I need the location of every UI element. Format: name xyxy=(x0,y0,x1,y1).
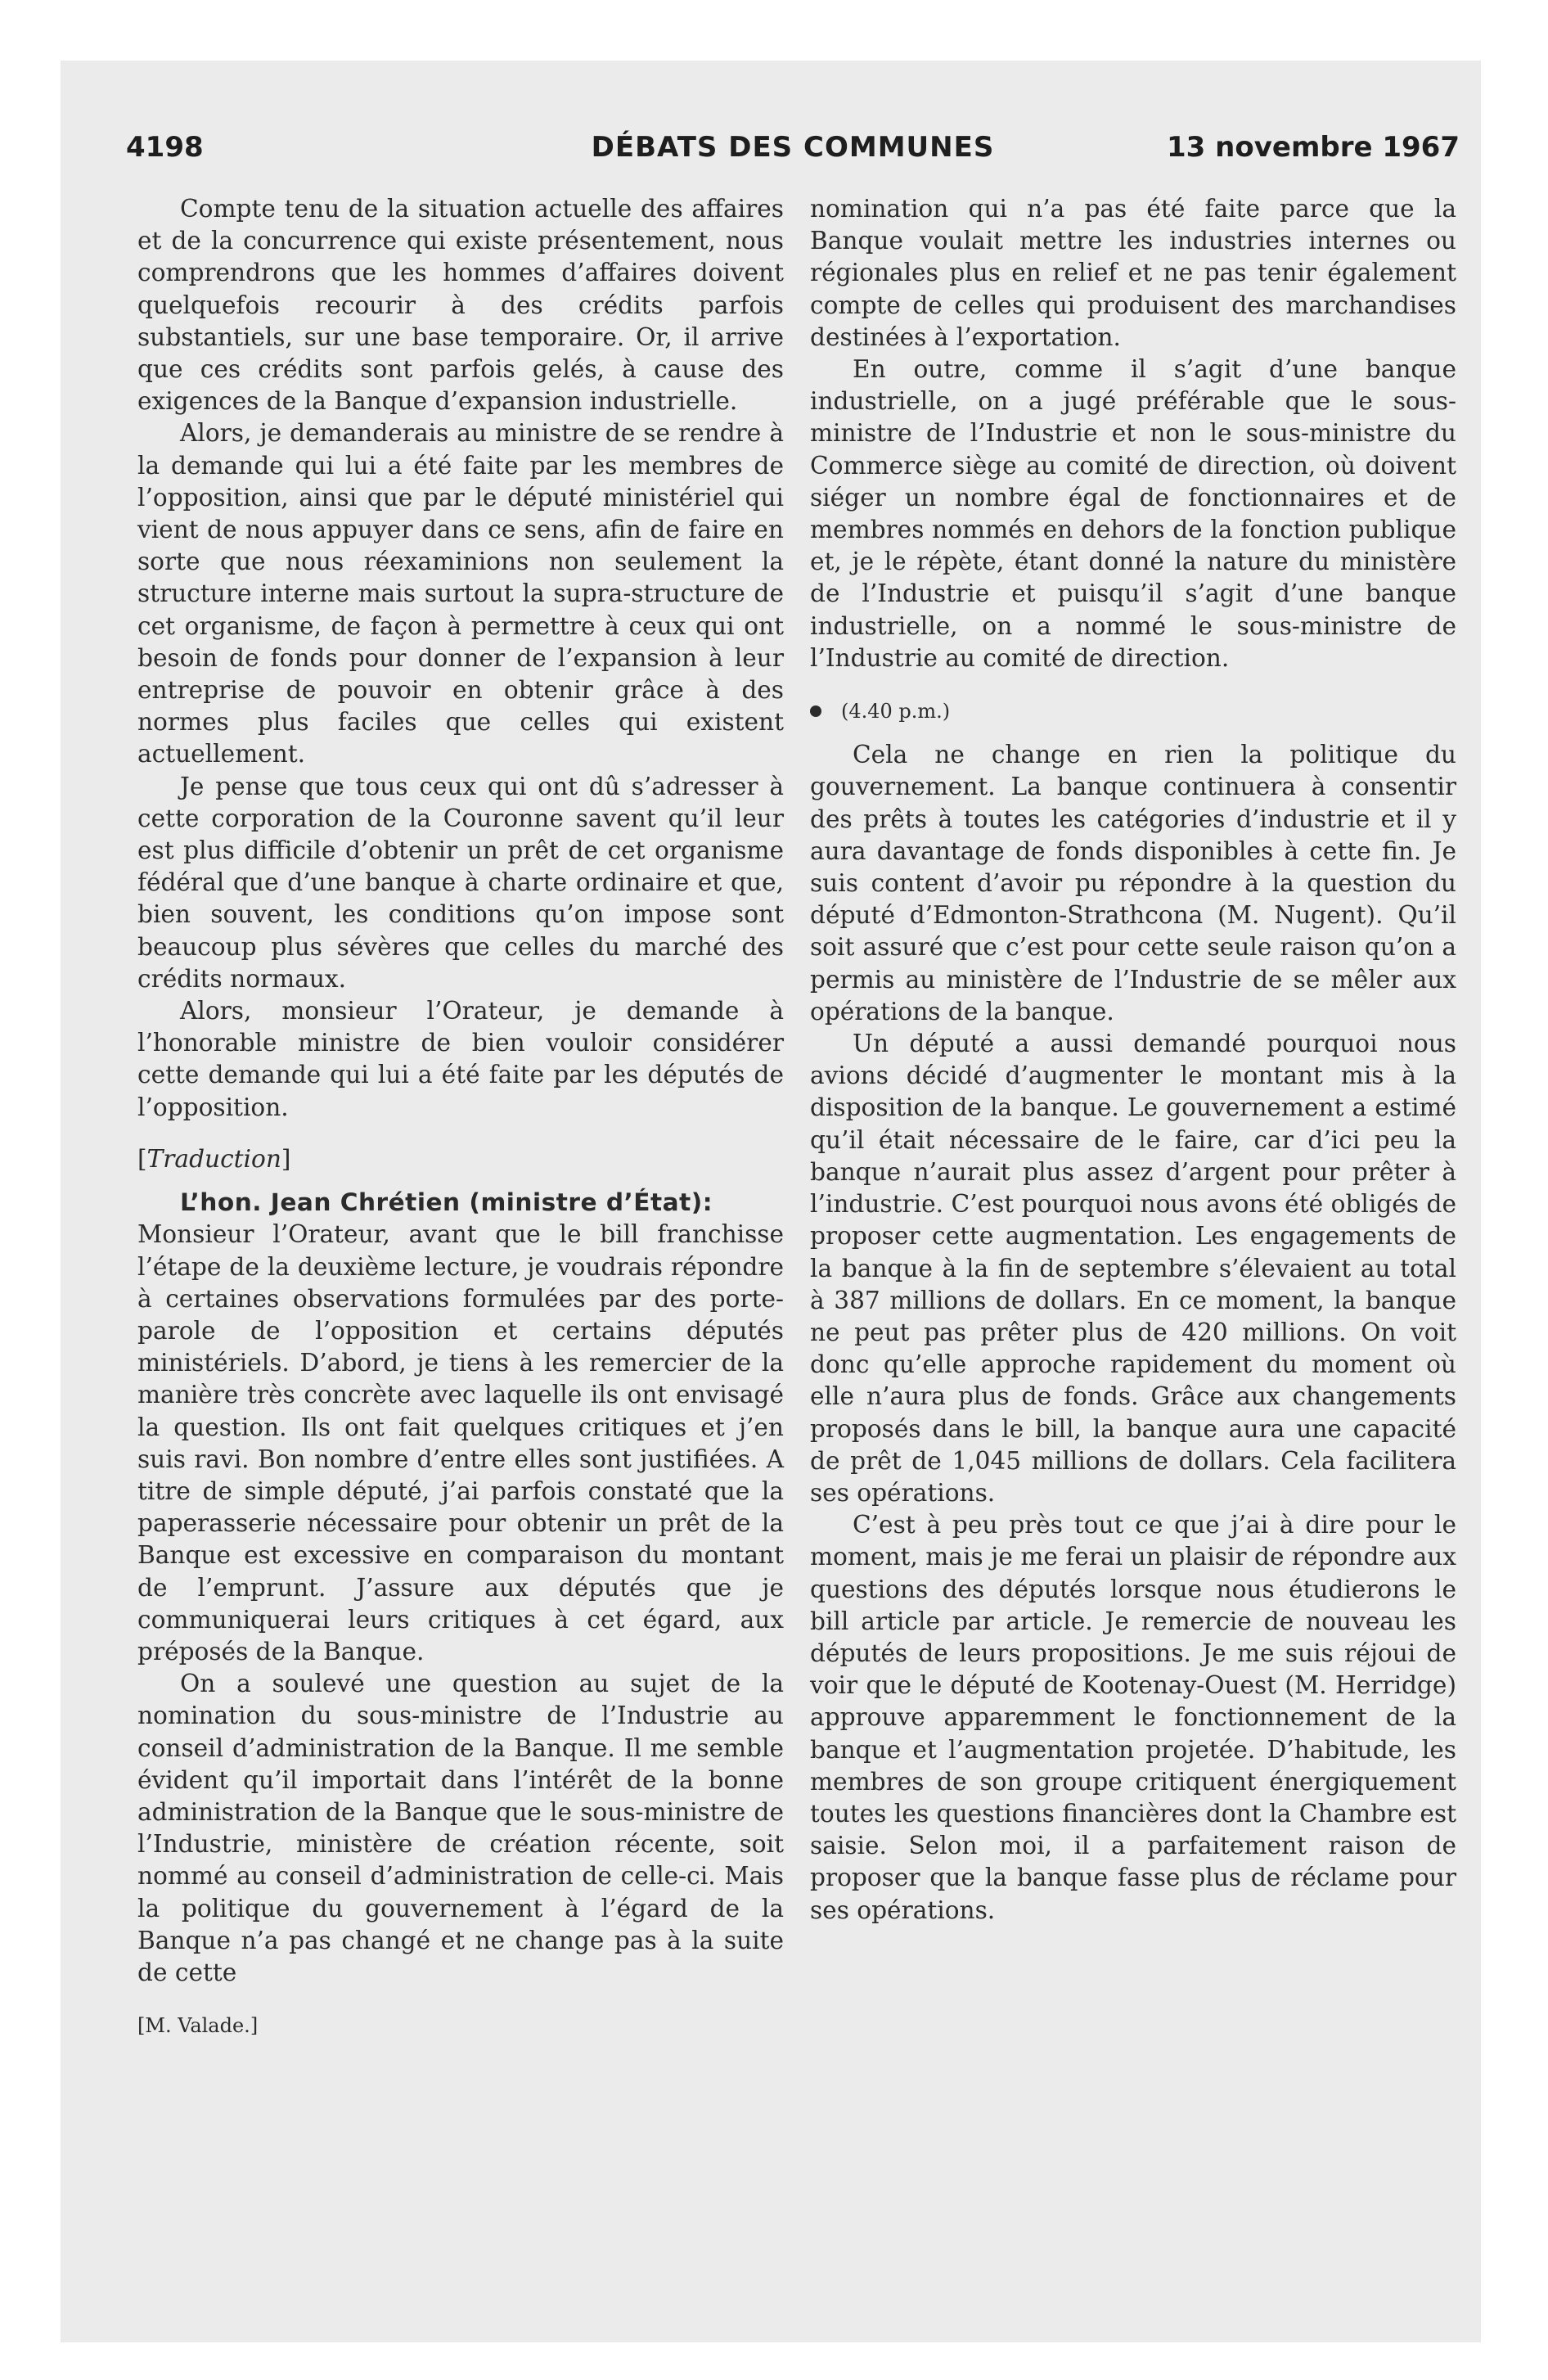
paragraph: Monsieur l’Orateur, avant que le bill franchisse l’étape de la deuxième lecture, je voudrais répondre à certaines observations formulées par des porte-parole de l’opposition et certains députés ministériels. D’abord, je tiens à les remercier de la manière très concrète avec laquelle ils ont envisagé la question. Ils ont fait quelques critiques et j’en suis ravi. Bon nombre d’entre elles sont justifiées. A titre de simple député, j’ai parfois constaté que la paperasserie nécessaire pour obtenir un prêt de la Banque est excessive en comparaison du montant de l’emprunt. J’assure aux députés que je communiquerai leurs critiques à cet égard, aux préposés de la Banque. xyxy=(137,1220,784,1666)
footer-note: [M. Valade.] xyxy=(137,2014,259,2038)
bracket-open: [ xyxy=(137,1144,147,1173)
page-header xyxy=(126,131,1460,174)
time-mark-text: (4.40 p.m.) xyxy=(841,700,951,723)
translation-heading xyxy=(137,1143,784,1175)
paragraph: Un député a aussi demandé pourquoi nous avions décidé d’augmenter le montant mis à la disposition de la banque. Le gouvernement a estimé qu’il était nécessaire de le faire, car d’ici peu la banque n’aurait plus assez d’argent pour prêter à l’industrie. C’est pourquoi nous avons été obligés de proposer cette augmentation. Les engagements de la banque à la fin de septembre s’élevaient au total à 387 millions de dollars. En ce moment, la banque ne peut pas prêter plus de 420 millions. On voit donc qu’elle approche rapidement du moment où elle n’aura plus de fonds. Grâce aux changements proposés dans le bill, la banque aura une capacité de prêt de 1,045 millions de dollars. Cela facilitera ses opérations. xyxy=(810,1030,1456,1507)
bracket-close: ] xyxy=(281,1144,291,1173)
paragraph: En outre, comme il s’agit d’une banque industrielle, on a jugé préférable que le sous-ministre de l’Industrie et non le sous-ministre du Commerce siège au comité de direction, où doivent siéger un nombre égal de fonctionnaires et de membres nommés en dehors de la fonction publique et, je le répète, étant donné la nature du ministère de l’Industrie et puisqu’il s’agit d’une banque industrielle, on a nommé le sous-ministre de l’Industrie au comité de direction. xyxy=(810,355,1456,672)
speaker-paragraph xyxy=(137,1187,784,1219)
header-date: 13 novembre 1967 xyxy=(1167,131,1460,164)
left-column xyxy=(137,193,784,2042)
running-title: DÉBATS DES COMMUNES xyxy=(591,131,995,164)
paragraph: On a soulevé une question au sujet de la nomination du sous-ministre de l’Industrie au conseil d’administration de la Banque. Il me semble évident qu’il importait dans l’intérêt de la bonne administration de la Banque que le sous-ministre de l’Industrie, ministère de création récente, soit nommé au conseil d’administration de celle-ci. Mais la politique du gouvernement à l’égard de la Banque n’a pas changé et ne change pas à la suite de cette xyxy=(137,1670,784,1986)
page-number: 4198 xyxy=(126,131,204,164)
paragraph: Alors, je demanderais au ministre de se rendre à la demande qui lui a été faite par les membres de l’opposition, ainsi que par le député ministériel qui vient de nous appuyer dans ce sens, afin de faire en sorte que nous réexaminions non seulement la structure interne mais surtout la supra-structure de cet organisme, de façon à permettre à ceux qui ont besoin de fonds pour donner de l’expansion à leur entreprise de pouvoir en obtenir grâce à des normes plus faciles que celles qui existent actuellement. xyxy=(137,419,784,769)
paragraph: nomination qui n’a pas été faite parce que la Banque voulait mettre les industries internes ou régionales plus en relief et ne pas tenir également compte de celles qui produisent des marchandises destinées à l’exportation. xyxy=(810,195,1456,351)
paragraph: Cela ne change en rien la politique du gouvernement. La banque continuera à consentir des prêts à toutes les catégories d’industrie et il y aura davantage de fonds disponibles à cette fin. Je suis content d’avoir pu répondre à la question du député d’Edmonton-Strathcona (M. Nugent). Qu’il soit assuré que c’est pour cette seule raison qu’on a permis au ministère de l’Industrie de se mêler aux opérations de la banque. xyxy=(810,741,1456,1025)
translation-label: Traduction xyxy=(146,1144,281,1173)
right-column xyxy=(810,193,1456,1927)
time-mark xyxy=(810,694,1456,728)
paragraph: C’est à peu près tout ce que j’ai à dire pour le moment, mais je me ferai un plaisir de répondre aux questions des députés lorsque nous étudierons le bill article par article. Je remercie de nouveau les députés de leurs propositions. Je me suis réjoui de voir que le député de Kootenay-Ouest (M. Herridge) approuve apparemment le fonctionnement de la banque et l’augmentation projetée. D’habitude, les membres de son groupe critiquent énergiquement toutes les questions financières dont la Chambre est saisie. Selon moi, il a parfaitement raison de proposer que la banque fasse plus de réclame pour ses opérations. xyxy=(810,1511,1456,1924)
bullet-icon xyxy=(810,705,821,717)
paragraph: Je pense que tous ceux qui ont dû s’adresser à cette corporation de la Couronne savent qu’il leur est plus difficile d’obtenir un prêt de cet organisme fédéral que d’une banque à charte ordinaire et que, bien souvent, les conditions qu’on impose sont beaucoup plus sévères que celles du marché des crédits normaux. xyxy=(137,772,784,993)
paragraph: Compte tenu de la situation actuelle des affaires et de la concurrence qui existe présentement, nous comprendrons que les hommes d’affaires doivent quelquefois recourir à des crédits parfois substantiels, sur une base temporaire. Or, il arrive que ces crédits sont parfois gelés, à cause des exigences de la Banque d’expansion industrielle. xyxy=(137,195,784,416)
speaker-name: L’hon. Jean Chrétien (ministre d’État): xyxy=(180,1188,713,1217)
paragraph: Alors, monsieur l’Orateur, je demande à l’honorable ministre de bien vouloir considérer cette demande qui lui a été faite par les députés de l’opposition. xyxy=(137,997,784,1121)
